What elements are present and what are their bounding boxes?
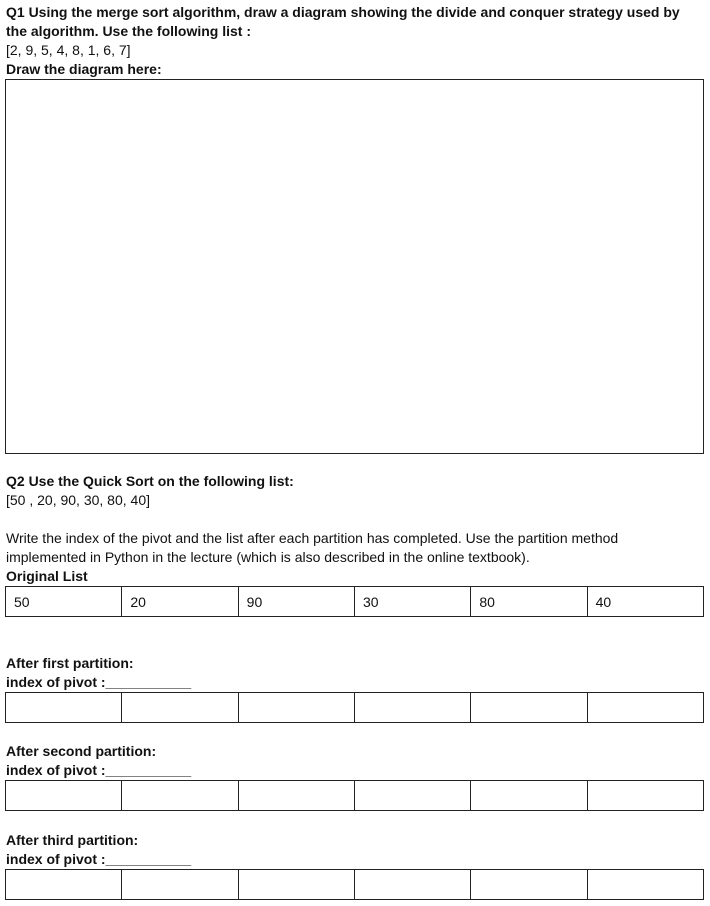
answer-cell[interactable]	[471, 693, 587, 723]
diagram-drawing-area[interactable]	[5, 79, 704, 454]
original-cell: 40	[587, 587, 703, 617]
q1-prompt-line2: the algorithm. Use the following list :	[6, 23, 252, 39]
q1-list: [2, 9, 5, 4, 8, 1, 6, 7]	[6, 42, 131, 58]
original-cell: 80	[471, 587, 587, 617]
first-pivot-index-field[interactable]: index of pivot :___________	[6, 674, 192, 690]
draw-label: Draw the diagram here:	[6, 61, 162, 77]
answer-cell[interactable]	[122, 693, 238, 723]
q2-instruction-line1: Write the index of the pivot and the list after each partition has completed. Use the partition method	[6, 530, 619, 546]
third-partition-label: After third partition:	[6, 832, 139, 848]
third-pivot-index-field[interactable]: index of pivot :___________	[6, 851, 192, 867]
original-cell: 50	[6, 587, 122, 617]
answer-cell[interactable]	[122, 781, 238, 811]
answer-cell[interactable]	[471, 781, 587, 811]
first-partition-table	[5, 692, 704, 723]
answer-cell[interactable]	[354, 781, 470, 811]
q2-instruction-line2: implemented in Python in the lecture (which is also described in the online textbook).	[6, 549, 530, 565]
second-partition-table	[5, 780, 704, 811]
answer-cell[interactable]	[587, 781, 703, 811]
answer-cell[interactable]	[238, 693, 354, 723]
answer-cell[interactable]	[238, 781, 354, 811]
third-partition-table	[5, 869, 704, 900]
first-partition-label: After first partition:	[6, 655, 134, 671]
answer-cell[interactable]	[354, 870, 470, 900]
original-cell: 30	[354, 587, 470, 617]
answer-cell[interactable]	[354, 693, 470, 723]
answer-cell[interactable]	[6, 781, 122, 811]
answer-cell[interactable]	[471, 870, 587, 900]
answer-cell[interactable]	[238, 870, 354, 900]
answer-cell[interactable]	[587, 693, 703, 723]
second-pivot-index-field[interactable]: index of pivot :___________	[6, 762, 192, 778]
q2-title: Q2 Use the Quick Sort on the following list:	[6, 473, 294, 489]
original-list-label: Original List	[6, 568, 88, 584]
q1-prompt-line1: Q1 Using the merge sort algorithm, draw a diagram showing the divide and conquer strategy used by	[6, 4, 680, 20]
answer-cell[interactable]	[122, 870, 238, 900]
answer-cell[interactable]	[6, 870, 122, 900]
answer-cell[interactable]	[6, 693, 122, 723]
original-list-table	[5, 586, 704, 617]
second-partition-label: After second partition:	[6, 743, 157, 759]
original-cell: 90	[238, 587, 354, 617]
original-cell: 20	[122, 587, 238, 617]
answer-cell[interactable]	[587, 870, 703, 900]
q2-list: [50 , 20, 90, 30, 80, 40]	[6, 492, 150, 508]
